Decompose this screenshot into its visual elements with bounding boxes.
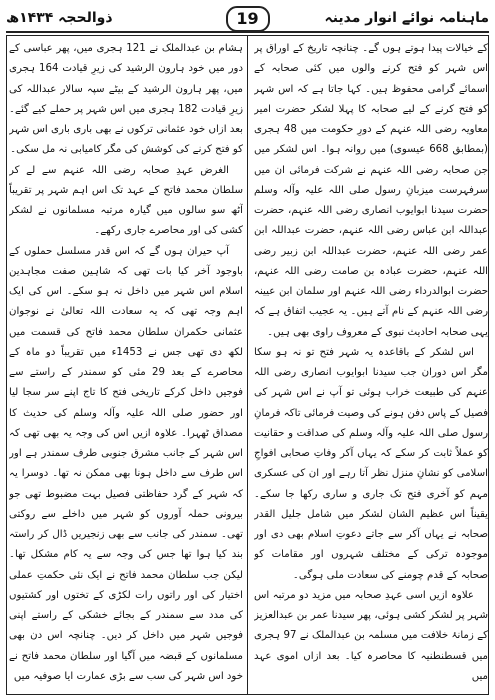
paragraph: علاوہ ازیں اسی عہدِ صحابہ میں مزید دو مرتبہ اس شہر پر لشکر کشی ہوئی، پھر سیدنا عمر بن عبدالعزیز کے زمانۂ خلافت میں مسلمہ بن عبدالملک نے 97 ہجری میں قسطنطنیہ کا محاصرہ کیا۔ بعد ازاں اموی عہد میں [254,589,488,682]
issue-date: ذوالحجہ ۱۴۳۴ھ [6,10,113,26]
paragraph: کے خیالات پیدا ہوتے ہوں گے۔ چنانچہ تاریخ کے اوراق پر اس شہر کو فتح کرنے والوں میں کئی صحابہ کے اسمائے گرامی محفوظ ہیں۔ کہا جاتا ہے کہ اس شہر کو فتح کرنے کے لیے صحابہ کا پہلا لشکر حضرت امیر معاویہ رضی اللہ عنہم کے دورِ حکومت میں 48 ہجری (بمطابق 668 عیسوی) میں روانہ ہوا۔ اس لشکر میں جن صحابہ رضی اللہ عنہم نے شرکت فرمائی ان میں سرفہرست میزبانِ رسول صلی اللہ علیہ وآلہ وسلم حضرت سیدنا ابوایوب انصاری رضی اللہ عنہم، حضرت عبداللہ ابن عباس رضی اللہ عنہم، حضرت عبداللہ ابن عمر رضی اللہ عنہم، حضرت عبداللہ ابن زبیر رضی اللہ عنہم، حضرت عبادہ بن صامت رضی اللہ عنہم، حضرت ابوالدرداء رضی اللہ عنہم اور سلمان ابن عیینہ رضی اللہ عنہم کے نام آتے ہیں۔ یہ عجیب اتفاق ہے کہ یہی صحابہ احادیث نبوی کے معروف راوی بھی ہیں۔ [254,43,488,338]
paragraph: آپ حیران ہوں گے کہ اس قدر مسلسل حملوں کے باوجود آخر کیا بات تھی کہ شاہین صفت مجاہدین اسلام اس شہر میں داخل نہ ہو سکے۔ اس کی ایک اہم وجہ تھی کہ یہ سعادت اللہ تعالیٰ نے نوجوان عثمانی حکمران سلطان محمد فاتح کی قسمت میں لکھ دی تھی جس نے 1453ء میں تقریباً دو ماہ کے محاصرے کے بعد 29 مئی کو سمندر کے راستے سے فوجیں داخل کرکے تاریخی فتح کا تاج اپنے سر سجا لیا اور حضور صلی اللہ علیہ وآلہ وسلم کی حدیث کا مصداق ٹھہرا۔ علاوہ ازیں اس کی وجہ یہ بھی تھی کہ اس شہر کے جانب مشرق جنوبی طرف سمندر ہے اور اس طرف سے داخل ہونا بھی ممکن نہ تھا۔ دوسرا یہ کہ شہر کے گرد حفاظتی فصیل بہت مضبوط تھی جو بیرونی حملہ آوروں کو شہر میں داخلے سے روکتی تھی۔ سمندر کی جانب سے بھی زنجیریں ڈال کر راستہ بند کیا ہوا تھا جس کی وجہ سے یہ کام مشکل تھا۔ لیکن جب سلطان محمد فاتح نے ایک نئی حکمتِ عملی اختیار کی اور راتوں رات لکڑی کے تختوں اور کشتیوں کی مدد سے سمندر کے بجائے خشکی کے راستے اپنی فوجیں شہر میں داخل کر دیں۔ چنانچہ اس دن بھی مسلمانوں کے قبضہ میں آگیا اور سلطان محمد فاتح نے خود اس شہر کی سب سے بڑی عمارت ایا صوفیہ میں [9,245,243,682]
magazine-title: ماہنامہ نوائے انوار مدینہ [324,10,489,26]
page-header [6,5,489,33]
right-column [254,39,488,691]
paragraph: ہشام بن عبدالملک نے 121 ہجری میں، پھر عباسی کے دور میں خود ہارون الرشید کی زیرِ قیادت 164 ہجری میں، پھر ہارون الرشید کے بیٹے سپہ سالار عبداللہ کی زیرِ قیادت 182 ہجری میں اس شہر پر حملے کیے گئے۔ بعد ازاں خود عثمانی ترکوں نے بھی باری باری اس شہر کو فتح کرنے کی کوشش کی مگر کامیابی نہ مل سکی۔ [9,43,243,156]
paragraph: اس لشکر کے باقاعدہ یہ شہر فتح تو نہ ہو سکا مگر اس دوران جب سیدنا ابوایوب انصاری رضی اللہ عنہم کی طبیعت خراب ہوئی تو آپ نے اس شہر کی فصیل کے پاس دفن ہونے کی وصیت فرمائی تاکہ فرمانِ رسول صلی اللہ علیہ وآلہ وسلم کی صداقت و حقانیت کو عملاً ثابت کر سکے کہ یہاں آکر وفاتِ صحابی افواجِ اسلامی کو نشانِ منزل نظر آتا رہے اور ان کی عسکری مہم کو آخری فتح تک جاری و ساری رکھا جا سکے۔ یقیناً اس عظیم الشان لشکر میں شامل جلیل القدر صحابہ نے یہاں آکر سے جاتے دعوتِ اسلام بھی دی اور موجودہ ترکی کے مختلف شہروں اور مقامات کو صحابہ کے قدم چومنے کی سعادت ملی ہوگی۔ [254,346,488,581]
left-column [9,39,243,691]
page-number: 19 [226,6,270,32]
column-divider [247,35,248,695]
paragraph: الغرض عہدِ صحابہ رضی اللہ عنہم سے لے کر سلطان محمد فاتح کے عہد تک اس اہم شہر پر تقریباً آٹھ سو سالوں میں گیارہ مرتبہ مسلمانوں نے لشکر کشی کی اور محاصرے جاری رکھے۔ [9,164,243,237]
